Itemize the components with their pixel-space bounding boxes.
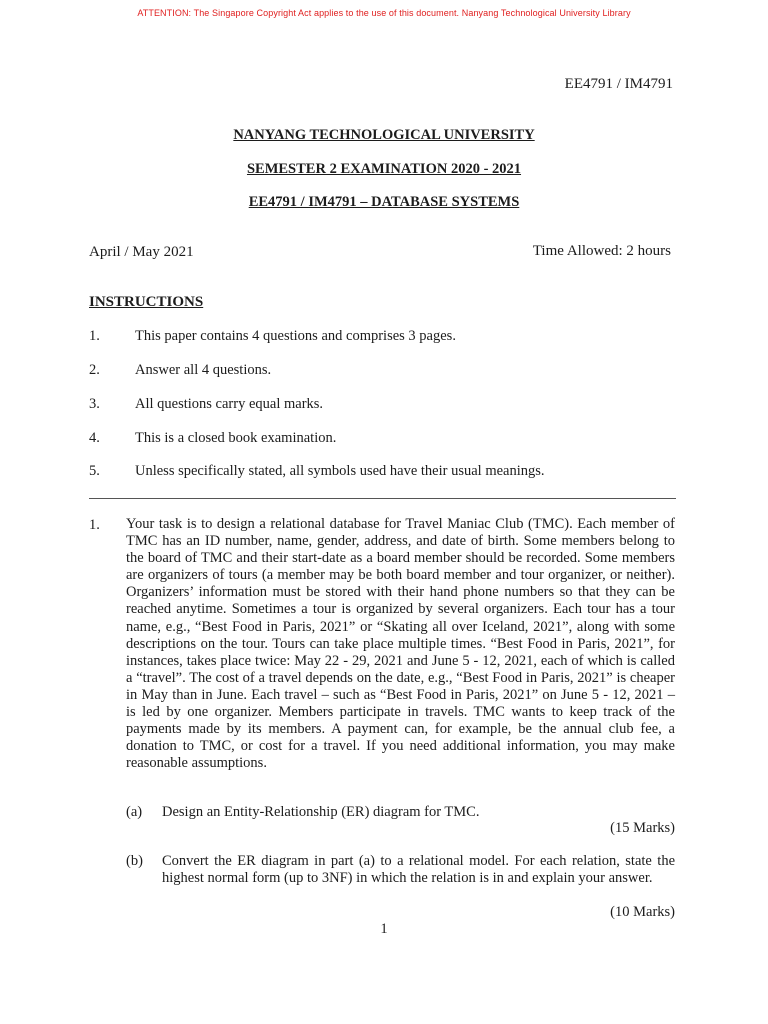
- part-a-label: (a): [126, 804, 143, 820]
- course-title: EE4791 / IM4791 – DATABASE SYSTEMS: [248, 194, 520, 210]
- copyright-notice: ATTENTION: The Singapore Copyright Act applies to the use of this document. Nanyang Technological University Library: [137, 8, 631, 18]
- instructions-heading: INSTRUCTIONS: [89, 294, 204, 310]
- university-title: NANYANG TECHNOLOGICAL UNIVERSITY: [233, 127, 535, 143]
- course-code-header: EE4791 / IM4791: [564, 76, 673, 92]
- instruction-number: 4.: [89, 430, 100, 446]
- instruction-text: Unless specifically stated, all symbols used have their usual meanings.: [135, 463, 545, 479]
- question-number: 1.: [89, 517, 100, 533]
- part-b-label: (b): [126, 853, 143, 869]
- instruction-number: 2.: [89, 362, 100, 378]
- instruction-number: 5.: [89, 463, 100, 479]
- page-number: 1: [380, 921, 388, 937]
- question-body: Your task is to design a relational database for Travel Maniac Club (TMC). Each member of TMC has an ID number, name, gender, address, and date of birth. Some members belong to the board of TMC and their start-date as a board member should be recorded. Some members are organizers of tours (a member may be both board member and tour organizer, or neither). Organizers’ information must be stored with their hand phone numbers so that they can be reached anytime. Sometimes a tour is organized by several organizers. Each tour has a tour name, e.g., “Best Food in Paris, 2021” or “Skating all over Iceland, 2021”, along with some descriptions on the tour. Tours can take place multiple times. “Best Food in Paris, 2021”, for instances, takes place twice: May 22 - 29, 2021 and June 5 - 12, 2021, each of which is called a “travel”. The cost of a travel depends on the date, e.g., “Best Food in Paris, 2021” is cheaper in May than in June. Each travel – such as “Best Food in Paris, 2021” on June 5 - 12, 2021 – is led by one organizer. Members participate in travels. TMC wants to keep track of the payments made by its members. A payment can, for example, be the annual club fee, a donation to TMC, or cost for a travel. If you need additional information, you may make reasonable assumptions.: [126, 516, 675, 772]
- instruction-text: This paper contains 4 questions and comprises 3 pages.: [135, 328, 456, 344]
- instruction-text: This is a closed book examination.: [135, 430, 337, 446]
- instruction-text: Answer all 4 questions.: [135, 362, 272, 378]
- time-allowed: Time Allowed: 2 hours: [532, 243, 671, 259]
- instruction-number: 3.: [89, 396, 100, 412]
- part-a-marks: (15 Marks): [610, 820, 675, 836]
- section-divider: [89, 498, 676, 499]
- instruction-number: 1.: [89, 328, 100, 344]
- exam-date: April / May 2021: [89, 244, 194, 260]
- part-b-text: Convert the ER diagram in part (a) to a relational model. For each relation, state the highest normal form (up to 3NF) in which the relation is in and explain your answer.: [162, 853, 675, 887]
- instruction-text: All questions carry equal marks.: [135, 396, 324, 412]
- part-a-text: Design an Entity-Relationship (ER) diagram for TMC.: [162, 804, 480, 820]
- exam-title: SEMESTER 2 EXAMINATION 2020 - 2021: [246, 161, 522, 177]
- part-b-marks: (10 Marks): [610, 904, 675, 920]
